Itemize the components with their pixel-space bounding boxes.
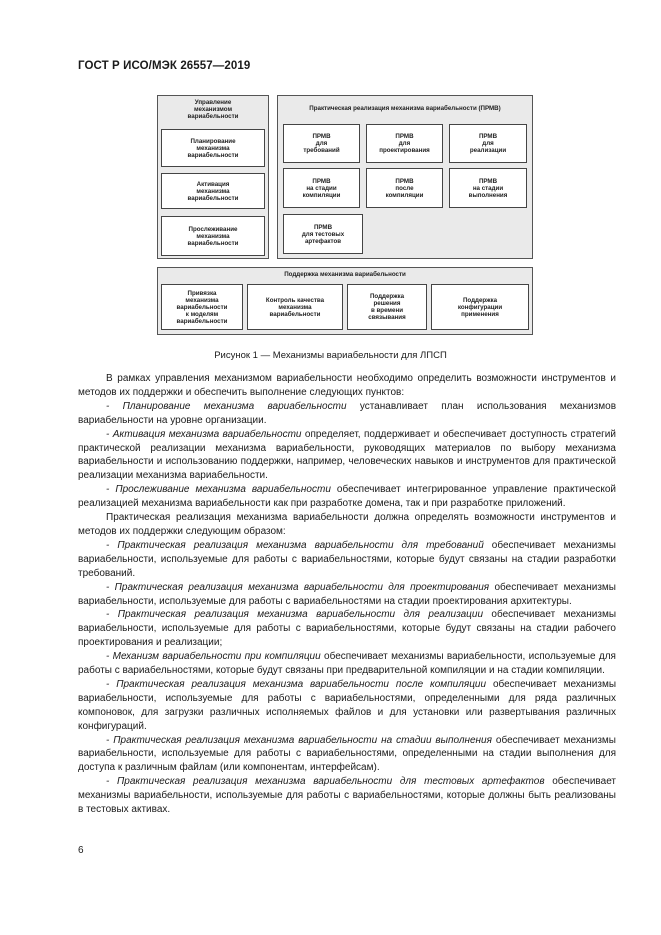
paragraph [78, 539, 616, 581]
pmv-test-artifacts-box: ПРМВ для тестовых артефактов [283, 214, 363, 254]
paragraph-emphasis: - Практическая реализация механизма вариабельности для проектирования [106, 581, 490, 593]
paragraph-text: обеспечивает механизмы вариабельности, используемые для работы с вариабельностями, определенными на стадии выполнения для доступа к различным файлам (или компонентам, интерфейсам). [78, 734, 616, 774]
paragraph-text: В рамках управления механизмом вариабельности необходимо определить возможности инструментов и методов их поддержки и обеспечить выполнение следующих пунктов: [78, 373, 616, 398]
paragraph-text: обеспечивает механизмы вариабельности, используемые для работы с вариабельностями, которые будут связаны при предварительной компиляции и на стадии компиляции. [78, 651, 616, 677]
configuration-box: Поддержка конфигурации применения [431, 284, 529, 330]
paragraph [78, 775, 616, 817]
paragraph [78, 400, 616, 428]
paragraph [78, 581, 616, 609]
paragraph [78, 372, 616, 400]
support-group-title: Поддержка механизма вариабельности [284, 271, 406, 278]
paragraph-emphasis: - Активация механизма вариабельности [106, 428, 302, 440]
paragraph-text: определяет, поддерживает и обеспечивает доступность стратегий практической реализации механизма вариабельности, руководящих материалов по выбору механизма вариабельности и использованию поддержки, например, человеческих навыков и инструментов для практической реализации механизма вариабельности. [78, 428, 616, 482]
paragraph-emphasis: - Практическая реализация механизма вариабельности после компиляции [106, 678, 487, 690]
paragraph [78, 650, 616, 678]
paragraph-text: Практическая реализация механизма вариабельности должна определять возможности инструментов и методов их поддержки следующим образом: [78, 512, 616, 537]
pmv-compile-box: ПРМВ на стадии компиляции [283, 168, 360, 208]
realization-group-title: Практическая реализация механизма вариабельности (ПРМВ) [309, 105, 501, 112]
paragraph-text: обеспечивает механизмы вариабельности, используемые для работы с вариабельностями, которые будут связаны на стадии рабочего проектирования и реализации; [78, 609, 617, 649]
paragraph-emphasis: - Практическая реализация механизма вариабельности для тестовых артефактов [106, 776, 545, 788]
binding-time-box: Поддержка решения в времени связывания [347, 284, 427, 330]
paragraph-text: обеспечивает механизмы вариабельности, используемые для работы с вариабельностями, которые будут связаны на стадии разработки требований. [78, 539, 616, 579]
paragraph-text: обеспечивает механизмы вариабельности, используемые для работы с вариабельностями на стадии проектирования архитектуры. [78, 581, 616, 607]
pmv-post-compile-box: ПРМВ после компиляции [366, 168, 443, 208]
paragraph-text: устанавливает план использования механизмов вариабельности на уровне организации. [78, 400, 617, 426]
paragraph [78, 428, 616, 484]
document-header: ГОСТ Р ИСО/МЭК 26557—2019 [78, 60, 251, 72]
paragraph [78, 483, 616, 511]
paragraph [78, 511, 616, 539]
paragraph-emphasis: - Прослеживание механизма вариабельности [106, 484, 331, 496]
pmv-implementation-box: ПРМВ для реализации [449, 124, 527, 163]
paragraph-text: обеспечивает интегрированное управление практической реализацией механизма вариабельности как при разработке домена, так и при разработке приложений. [78, 484, 616, 510]
quality-control-box: Контроль качества механизма вариабельности [247, 284, 343, 330]
paragraph-text: обеспечивает механизмы вариабельности, используемые для работы с вариабельностями, определенными для ряда различных компоновок, для загрузки различных исполняемых файлов и для установки или развертывания различных конфигураций. [78, 678, 617, 732]
body-text [78, 372, 616, 817]
planning-box: Планирование механизма вариабельности [161, 129, 265, 167]
pmv-runtime-box: ПРМВ на стадии выполнения [449, 168, 527, 208]
paragraph-emphasis: - Механизм вариабельности при компиляции [106, 651, 321, 663]
paragraph [78, 608, 616, 650]
figure-caption: Рисунок 1 — Механизмы вариабельности для ЛПСП [214, 350, 447, 361]
pmv-requirements-box: ПРМВ для требований [283, 124, 360, 163]
figure-diagram [157, 95, 533, 335]
paragraph [78, 678, 616, 734]
paragraph-emphasis: - Практическая реализация механизма вариабельности на стадии выполнения [106, 734, 492, 746]
management-group-title: Управление механизмом вариабельности [187, 99, 239, 120]
pmv-design-box: ПРМВ для проектирования [366, 124, 443, 163]
paragraph-emphasis: - Практическая реализация механизма вариабельности для реализации [106, 609, 484, 621]
paragraph [78, 734, 616, 776]
paragraph-emphasis: - Практическая реализация механизма вариабельности для требований [106, 539, 484, 551]
paragraph-text: обеспечивает механизмы вариабельности, используемые для работы с вариабельностями, которые должны быть реализованы в тестовых активах. [78, 776, 616, 816]
paragraph-emphasis: - Планирование механизма вариабельности [106, 400, 347, 412]
tracing-box: Прослеживание механизма вариабельности [161, 216, 265, 256]
binding-box: Привязка механизма вариабельности к моделям вариабельности [161, 284, 243, 330]
page-number: 6 [78, 845, 84, 856]
activation-box: Активация механизма вариабельности [161, 173, 265, 209]
